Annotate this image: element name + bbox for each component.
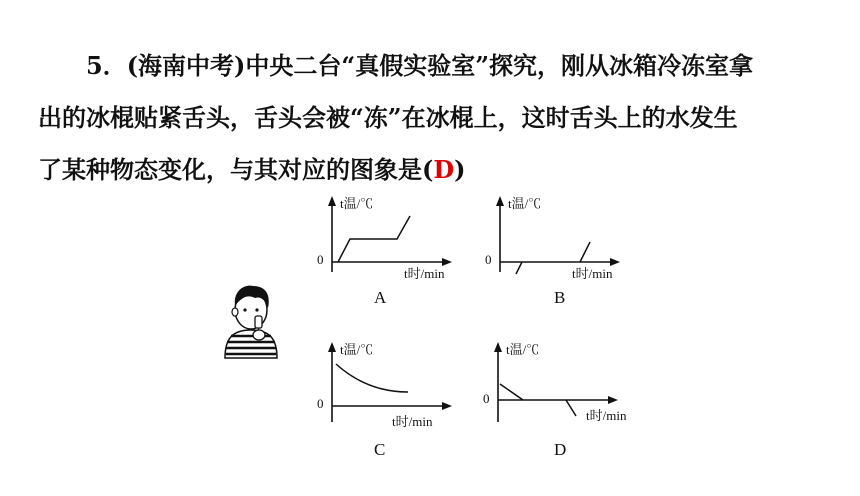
graph-d-plot xyxy=(478,340,638,430)
question-line-3-text: 了某种物态变化，与其对应的图象是( xyxy=(38,155,434,184)
origin-label: 0 xyxy=(317,252,324,267)
graph-c-curve xyxy=(336,364,408,392)
graph-d-letter: D xyxy=(554,440,567,459)
answer-letter: D xyxy=(433,155,455,184)
graph-a-letter: A xyxy=(374,288,387,307)
question-text xyxy=(38,40,838,196)
graph-c-plot xyxy=(312,340,462,430)
graph-a-curve xyxy=(338,216,410,262)
x-axis-label: t时/min xyxy=(392,414,433,429)
x-axis-label: t时/min xyxy=(572,266,613,281)
origin-label: 0 xyxy=(485,252,492,267)
question-line-1: 5．(海南中考)中央二台“真假实验室”探究，刚从冰箱冷冻室拿 xyxy=(86,51,754,80)
graph-a-plot xyxy=(312,192,462,282)
graph-b xyxy=(480,192,630,307)
x-axis-arrow xyxy=(442,258,452,266)
question-line-3 xyxy=(38,144,838,196)
question-line-2: 出的冰棍贴紧舌头，舌头会被“冻”在冰棍上，这时舌头上的水发生 xyxy=(38,103,738,132)
graph-c xyxy=(312,340,462,459)
x-axis-label: t时/min xyxy=(586,408,627,423)
graph-c-letter: C xyxy=(374,440,386,459)
y-axis-label: t温/℃ xyxy=(508,196,542,211)
y-axis-label: t温/℃ xyxy=(340,196,374,211)
graph-a xyxy=(312,192,462,307)
x-axis-arrow xyxy=(608,396,618,404)
graph-b-letter: B xyxy=(554,288,566,307)
graph-d-curve-left xyxy=(500,384,523,400)
x-axis-arrow xyxy=(610,258,620,266)
y-axis-label: t温/℃ xyxy=(506,342,540,357)
origin-label: 0 xyxy=(483,391,490,406)
question-line-3-close: ) xyxy=(454,155,466,184)
graph-d xyxy=(478,340,638,459)
boy-licking-popsicle-icon xyxy=(215,280,287,364)
graph-b-curve-right xyxy=(580,242,590,262)
boy-illustration xyxy=(215,280,287,360)
graph-b-curve-left xyxy=(516,262,522,274)
origin-label: 0 xyxy=(317,396,324,411)
y-axis-label: t温/℃ xyxy=(340,342,374,357)
x-axis-label: t时/min xyxy=(404,266,445,281)
graph-b-plot xyxy=(480,192,630,282)
graph-d-curve-right xyxy=(566,400,576,416)
x-axis-arrow xyxy=(442,402,452,410)
